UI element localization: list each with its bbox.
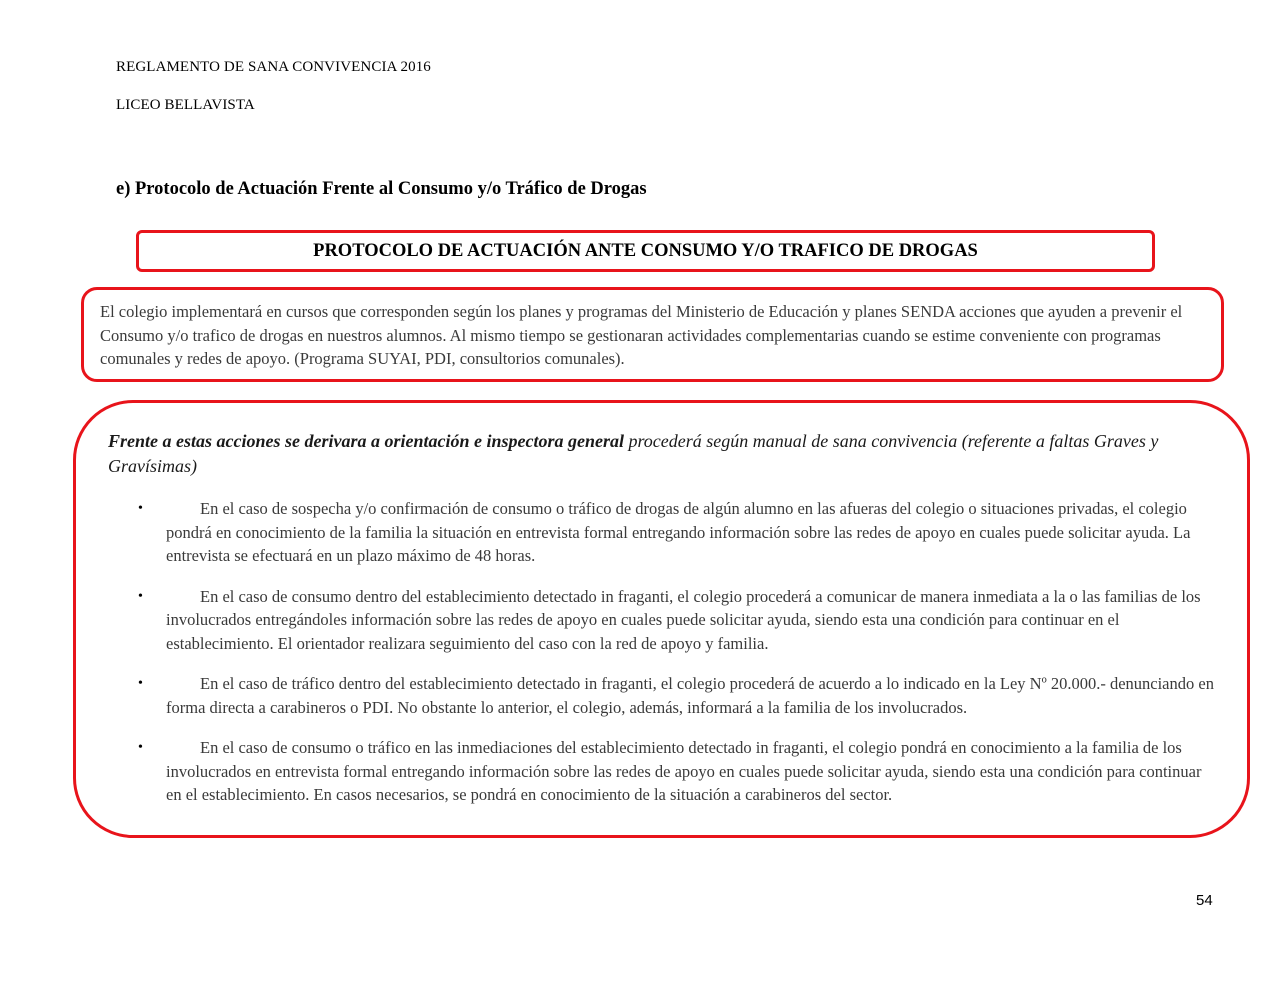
actions-lead-rest: procederá según manual de sana convivencia (referente a faltas Graves y Gravísimas) [108, 431, 1159, 476]
list-item [76, 585, 1221, 656]
list-item-text: En el caso de sospecha y/o confirmación de consumo o tráfico de drogas de algún alumno en las afueras del colegio o situaciones privadas, el colegio pondrá en conocimiento de la familia la situación en entrevista formal entregando información sobre las redes de apoyo en cuales puede solicitar ayuda. La entrevista se efectuará en un plazo máximo de 48 horas. [166, 499, 1191, 565]
document-header-school: LICEO BELLAVISTA [116, 97, 255, 113]
bullet-icon: • [138, 676, 143, 691]
list-item [76, 497, 1221, 568]
bullet-icon: • [138, 740, 143, 755]
page-number: 54 [1196, 892, 1213, 909]
actions-list [76, 497, 1221, 824]
list-item [76, 672, 1221, 719]
protocol-title-box [136, 230, 1155, 272]
section-title: e) Protocolo de Actuación Frente al Consumo y/o Tráfico de Drogas [116, 179, 647, 199]
list-item-text: En el caso de consumo o tráfico en las inmediaciones del establecimiento detectado in fraganti, el colegio pondrá en conocimiento a la familia de los involucrados en entrevista formal entregando información sobre las redes de apoyo en cuales puede solicitar ayuda, siendo esta una condición para continuar en el establecimiento. En casos necesarios, se pondrá en conocimiento de la situación a carabineros del sector. [166, 738, 1202, 804]
document-header-title: REGLAMENTO DE SANA CONVIVENCIA 2016 [116, 59, 431, 75]
intro-paragraph: El colegio implementará en cursos que corresponden según los planes y programas del Ministerio de Educación y planes SENDA acciones que ayuden a prevenir el Consumo y/o trafico de drogas en nuestros alumnos. Al mismo tiempo se gestionaran actividades complementarias cuando se estime conveniente con programas comunales y redes de apoyo. (Programa SUYAI, PDI, consultorios comunales). [100, 302, 1183, 368]
intro-box [81, 287, 1224, 382]
list-item-text: En el caso de consumo dentro del establecimiento detectado in fraganti, el colegio procederá a comunicar de manera inmediata a la o las familias de los involucrados entregándoles información sobre las redes de apoyo en cuales puede solicitar ayuda, siendo esta una condición para continuar en el establecimiento. El orientador realizara seguimiento del caso con la red de apoyo y familia. [166, 586, 1201, 653]
list-item-text: En el caso de tráfico dentro del establecimiento detectado in fraganti, el colegio procederá de acuerdo a lo indicado en la Ley Nº 20.000.- denunciando en forma directa a carabineros o PDI. No obstante lo anterior, el colegio, además, informará a la familia de los involucrados. [166, 674, 1214, 717]
protocol-title: PROTOCOLO DE ACTUACIÓN ANTE CONSUMO Y/O TRAFICO DE DROGAS [313, 240, 978, 261]
bullet-icon: • [138, 501, 143, 516]
list-item [76, 736, 1221, 807]
actions-lead [108, 429, 1188, 479]
actions-lead-bold: Frente a estas acciones se derivara a orientación e inspectora general [108, 431, 624, 451]
actions-box [73, 400, 1250, 838]
bullet-icon: • [138, 588, 143, 604]
